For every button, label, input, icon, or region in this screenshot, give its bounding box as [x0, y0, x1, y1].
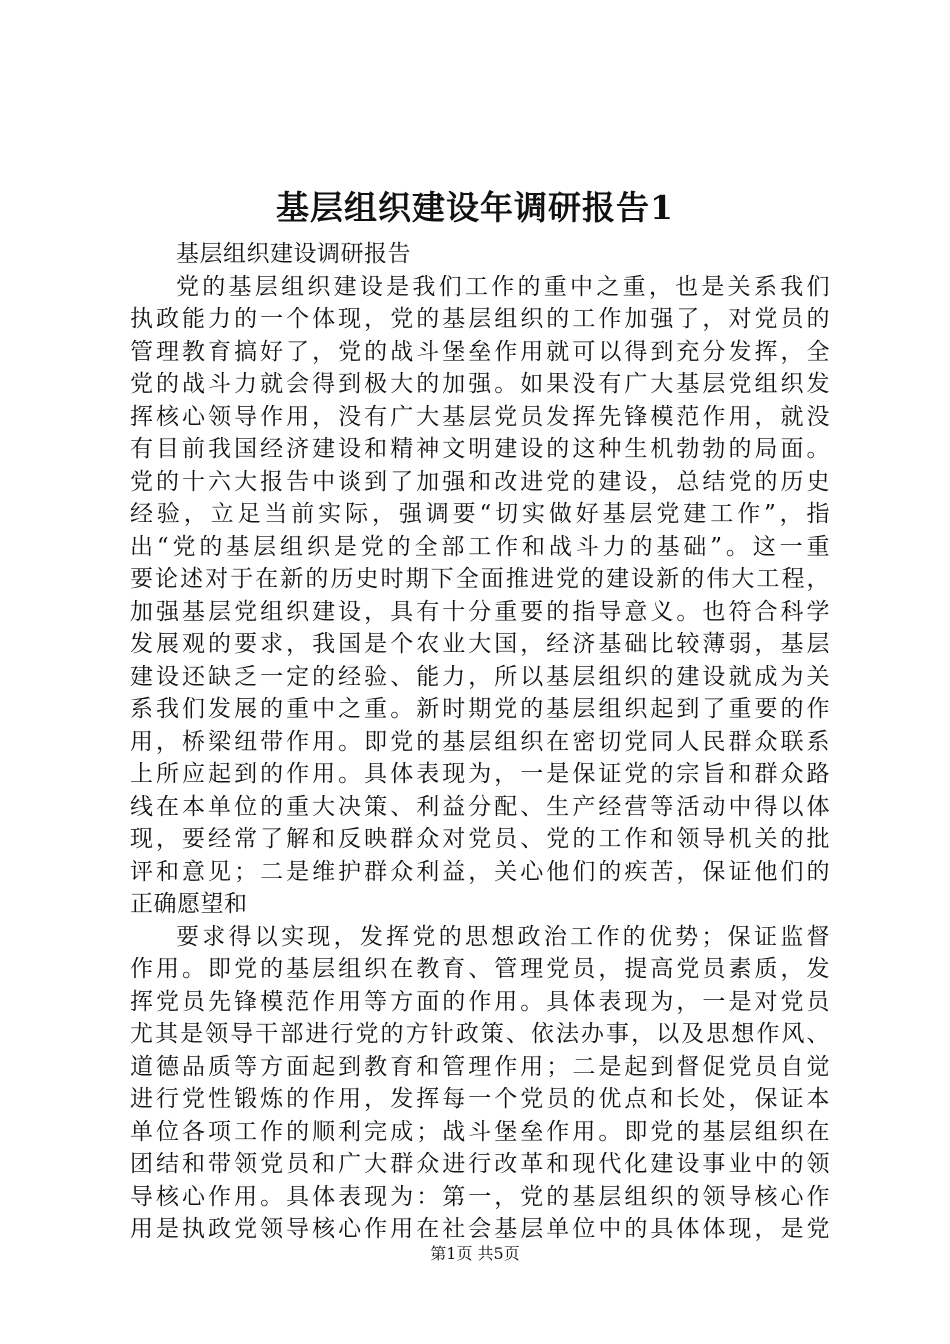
- paragraph-line: 要论述对于在新的历史时期下全面推进党的建设新的伟大工程，: [130, 566, 830, 592]
- paragraph-line: 单位各项工作的顺利完成；战斗堡垒作用。即党的基层组织在: [130, 1118, 830, 1145]
- paragraph-line: 出“党的基层组织是党的全部工作和战斗力的基础”。这一重: [130, 533, 830, 560]
- paragraph-line: 有目前我国经济建设和精神文明建设的这种生机勃勃的局面。: [130, 436, 830, 462]
- paragraph-line: 挥核心领导作用，没有广大基层党员发挥先锋模范作用，就没: [130, 403, 830, 430]
- paragraph-line: 管理教育搞好了，党的战斗堡垒作用就可以得到充分发挥，全: [130, 338, 830, 365]
- paragraph-line: 用是执政党领导核心作用在社会基层单位中的具体体现，是党: [130, 1216, 830, 1242]
- paragraph-line: 经验，立足当前实际，强调要“切实做好基层党建工作”，指: [130, 501, 830, 527]
- paragraph-line: 系我们发展的重中之重。新时期党的基层组织起到了重要的作: [130, 696, 830, 722]
- paragraph-line: 团结和带领党员和广大群众进行改革和现代化建设事业中的领: [130, 1151, 830, 1177]
- paragraph-line: 党的十六大报告中谈到了加强和改进党的建设，总结党的历史: [130, 468, 830, 495]
- paragraph-line: 导核心作用。具体表现为：第一，党的基层组织的领导核心作: [130, 1183, 830, 1210]
- paragraph-line: 进行党性锻炼的作用，发挥每一个党员的优点和长处，保证本: [130, 1086, 830, 1112]
- document-title: 基层组织建设年调研报告1: [276, 188, 674, 227]
- paragraph-line: 现，要经常了解和反映群众对党员、党的工作和领导机关的批: [130, 826, 830, 852]
- paragraph-line: 上所应起到的作用。具体表现为，一是保证党的宗旨和群众路: [130, 761, 830, 787]
- paragraph-line: 尤其是领导干部进行党的方针政策、依法办事，以及思想作风、: [130, 1021, 830, 1047]
- paragraph-line: 挥党员先锋模范作用等方面的作用。具体表现为，一是对党员: [130, 988, 830, 1015]
- paragraph-line: 线在本单位的重大决策、利益分配、生产经营等活动中得以体: [130, 793, 830, 820]
- paragraph-line: 道德品质等方面起到教育和管理作用；二是起到督促党员自觉: [130, 1053, 830, 1080]
- subtitle-line: 基层组织建设调研报告: [176, 241, 411, 267]
- paragraph-line: 党的基层组织建设是我们工作的重中之重，也是关系我们: [176, 273, 830, 300]
- paragraph-line: 作用。即党的基层组织在教育、管理党员，提高党员素质，发: [130, 956, 830, 982]
- paragraph-line: 要求得以实现，发挥党的思想政治工作的优势；保证监督: [176, 923, 830, 950]
- paragraph-line: 建设还缺乏一定的经验、能力，所以基层组织的建设就成为关: [130, 663, 830, 690]
- paragraph-line: 党的战斗力就会得到极大的加强。如果没有广大基层党组织发: [130, 371, 830, 397]
- paragraph-line: 发展观的要求，我国是个农业大国，经济基础比较薄弱，基层: [130, 631, 830, 657]
- document-body: [130, 238, 830, 1246]
- page-footer: 第1页 共5页: [430, 1244, 520, 1263]
- paragraph-line: 加强基层党组织建设，具有十分重要的指导意义。也符合科学: [130, 598, 830, 625]
- paragraph-line: 评和意见；二是维护群众利益，关心他们的疾苦，保证他们的: [130, 858, 830, 885]
- paragraph-line: 执政能力的一个体现，党的基层组织的工作加强了，对党员的: [130, 306, 830, 332]
- paragraph-line: 正确愿望和: [130, 891, 248, 917]
- paragraph-line: 用，桥梁纽带作用。即党的基层组织在密切党同人民群众联系: [130, 728, 830, 755]
